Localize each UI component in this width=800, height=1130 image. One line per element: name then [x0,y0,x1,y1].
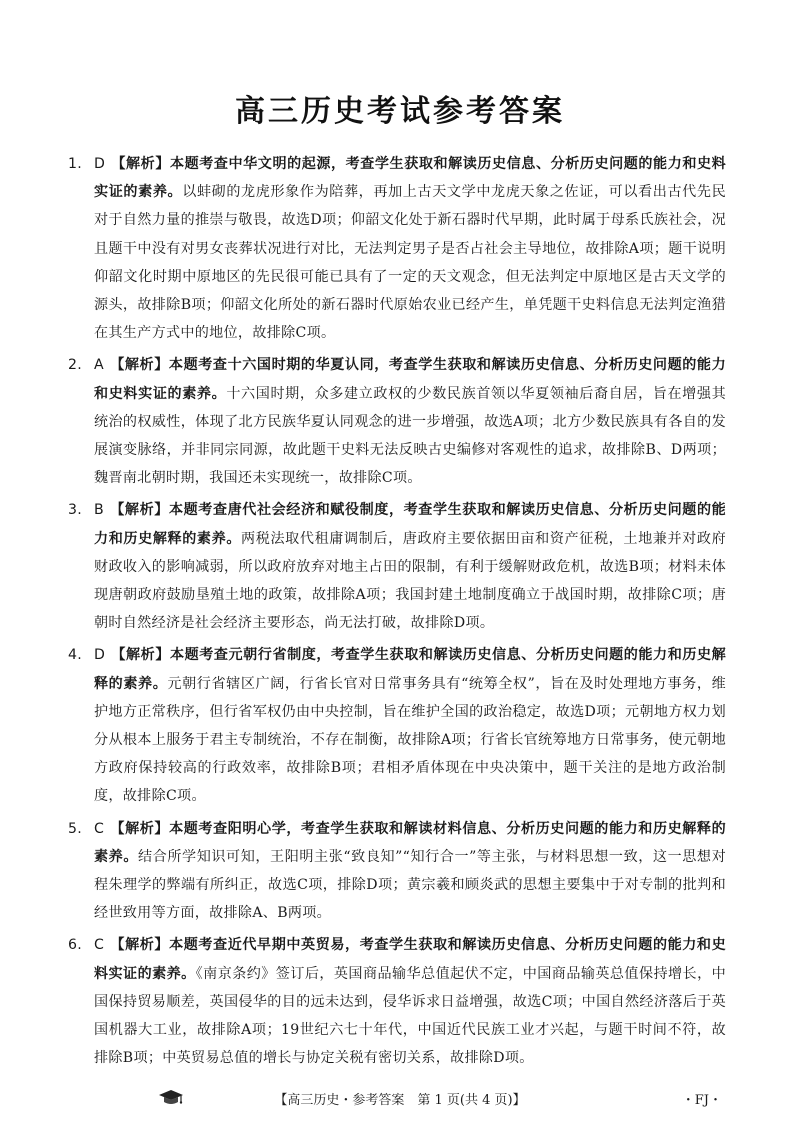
question-number: 6. [68,937,83,954]
analysis-body: 以蚌砌的龙虎形象作为陪葬，再加上古天文学中龙虎天象之佐证，可以看出古代先民对于自然力量的推崇与敬畏，故选D项；仰韶文化处于新石器时代早期，此时属于母系氏族社会，况且题干中没有对男女丧葬状况进行对比，无法判定男子是否占社会主导地位，故排除A项；题干说明仰韶文化时期中原地区的先民很可能已具有了一定的天文观念，但无法判定中原地区是古天文学的源头，故排除B项；仰韶文化所处的新石器时代原始农业已经产生，单凭题干史料信息无法判定渔猎在其生产方式中的地位，故排除C项。 [94,184,726,342]
answer-item [68,496,726,637]
analysis-lead: 本题考查阳明心学，考查学生获取和解读材料信息、分析历史问题的能力和历史解释的素养。 [94,820,726,865]
question-number: 5. [68,820,83,837]
analysis-tag: 【解析】 [109,357,169,374]
question-number: 4. [68,647,83,664]
page-footer [0,1087,800,1109]
analysis-tag: 【解析】 [111,647,170,664]
answer-choice: D [94,647,106,664]
analysis-body: 十六国时期，众多建立政权的少数民族首领以华夏领袖后裔自居，旨在增强其统治的权威性，体现了北方民族华夏认同观念的进一步增强，故选A项；北方少数民族具有各自的发展演变脉络，并非同宗同源，故此题干史料无法反映古史编修对客观性的追求，故排除B、D两项；魏晋南北朝时期，我国还未实现统一，故排除C项。 [94,385,726,487]
answer-choice: A [94,357,104,374]
analysis-tag: 【解析】 [109,502,169,519]
answer-choice: B [94,502,104,519]
question-number: 1. [68,156,83,172]
answer-choice: C [94,937,105,954]
answer-item [68,150,726,347]
answer-choice: D [94,156,106,172]
analysis-lead: 本题考查十六国时期的华夏认同，考查学生获取和解读历史信息、分析历史问题的能力和史料实证的素养。 [94,357,726,402]
answer-choice: C [94,820,105,837]
answer-item [68,931,726,1072]
analysis-lead: 本题考查元朝行省制度，考查学生获取和解读历史信息、分析历史问题的能力和历史解释的素养。 [94,647,726,692]
question-number: 3. [68,502,83,519]
analysis-tag: 【解析】 [110,937,170,954]
analysis-lead: 本题考查唐代社会经济和赋役制度，考查学生获取和解读历史信息、分析历史问题的能力和历史解释的素养。 [94,502,726,547]
answer-item [68,641,727,810]
question-number: 2. [68,357,83,374]
answer-item [68,815,726,928]
footer-region-code: ・FJ・ [681,1093,722,1108]
analysis-body: 结合所学知识可知，王阳明主张“致良知”“知行合一”等主张，与材料思想一致，这一思想对程朱理学的弊端有所纠正，故选C项，排除D项；黄宗羲和顾炎武的思想主要集中于对专制的批判和经世致用等方面，故排除A、B两项。 [94,848,726,922]
page-title: 高三历史考试参考答案 [235,94,565,129]
answer-list [68,150,727,1077]
analysis-body: 两税法取代租庸调制后，唐政府主要依据田亩和资产征税，土地兼并对政府财政收入的影响减弱，所以政府放弃对地主占田的限制，有利于缓解财政危机，故选B项；材料未体现唐朝政府鼓励垦殖土地的政策，故排除A项；我国封建土地制度确立于战国时期，故排除C项；唐朝时自然经济是社会经济主要形态，尚无法打破，故排除D项。 [94,530,726,632]
analysis-body: 《南京条约》签订后，英国商品输华总值起伏不定，中国商品输英总值保持增长，中国保持贸易顺差，英国侵华的目的远未达到，侵华诉求日益增强，故选C项；中国自然经济落后于英国机器大工业，故排除A项；19世纪六七十年代，中国近代民族工业才兴起，与题干时间不符，故排除B项；中英贸易总值的增长与协定关税有密切关系，故排除D项。 [94,965,726,1067]
analysis-tag: 【解析】 [110,820,170,837]
analysis-lead: 本题考查近代早期中英贸易，考查学生获取和解读历史信息、分析历史问题的能力和史料实证的素养。 [94,937,726,982]
analysis-tag: 【解析】 [111,156,170,172]
footer-page-info: 【高三历史・参考答案 第 1 页(共 4 页)】 [274,1093,526,1108]
analysis-lead: 本题考查中华文明的起源，考查学生获取和解读历史信息、分析历史问题的能力和史料实证的素养。 [94,156,726,201]
analysis-body: 元朝行省辖区广阔，行省长官对日常事务具有“统筹全权”，旨在及时处理地方事务，维护地方正常秩序，但行省军权仍由中央控制，旨在维护全国的政治稳定，故选D项；元朝地方权力划分从根本上服务于君主专制统治，不存在制衡，故排除A项；行省长官统筹地方日常事务，使元朝地方政府保持较高的行政效率，故排除B项；君相矛盾体现在中央决策中，题干关注的是地方政治制度，故排除C项。 [94,675,727,805]
answer-item [68,351,726,492]
